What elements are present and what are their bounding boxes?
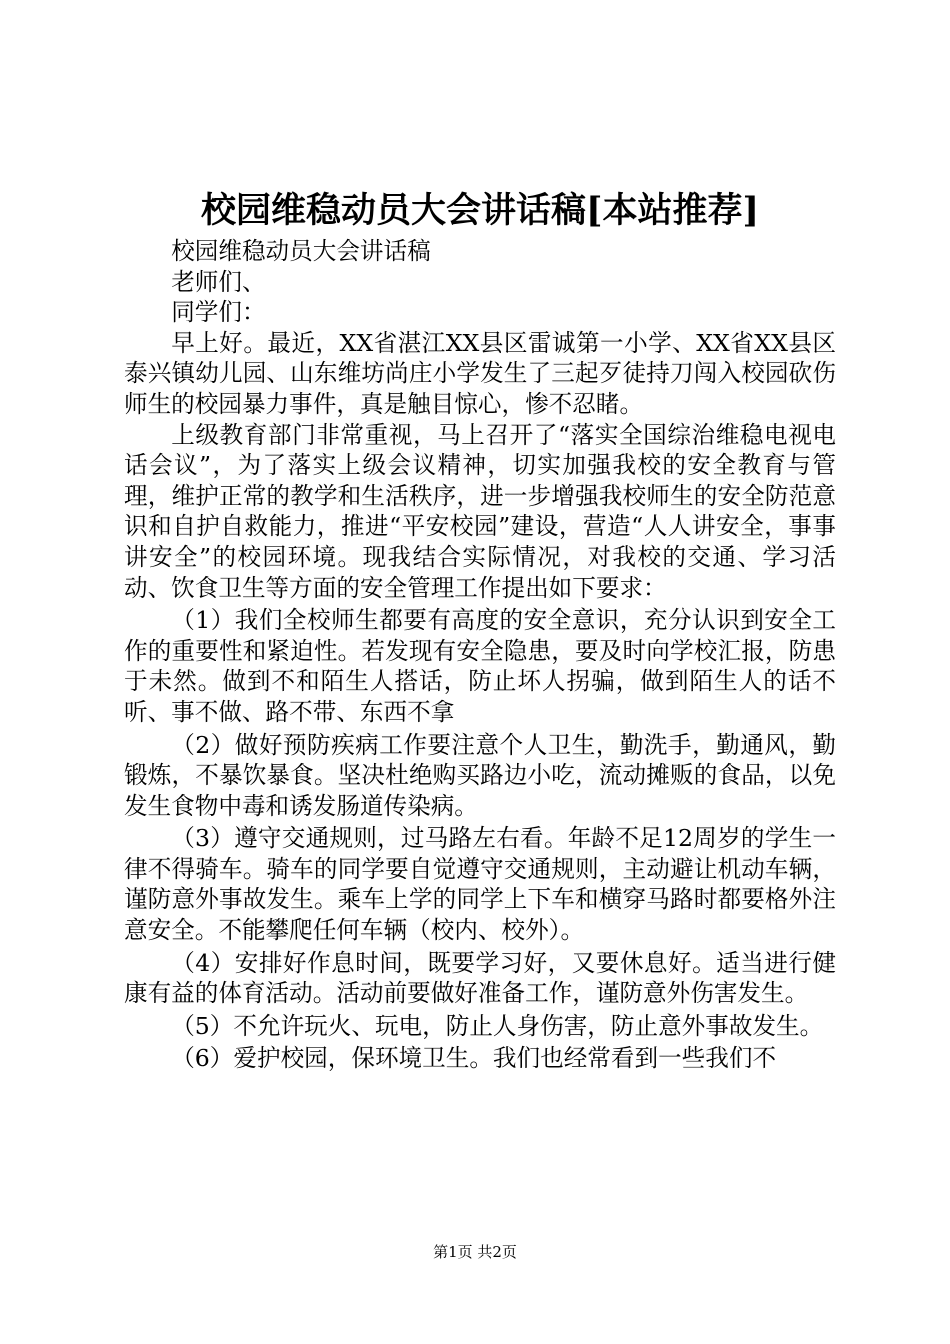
paragraph-greeting: 早上好。最近，XX省湛江XX县区雷诚第一小学、XX省XX县区泰兴镇幼儿园、山东维坊尚庄小学发生了三起歹徒持刀闯入校园砍伤师生的校园暴力事件，真是触目惊心，惨不忍睹。 xyxy=(124,328,836,418)
document-page xyxy=(124,186,836,1074)
document-subtitle: 校园维稳动员大会讲话稿 xyxy=(171,237,431,265)
paragraph-requirement-3: （3）遵守交通规则，过马路左右看。年龄不足12周岁的学生一律不得骑车。骑车的同学要自觉遵守交通规则，主动避让机动车辆，谨防意外事故发生。乘车上学的同学上下车和横穿马路时都要格外注意安全。不能攀爬任何车辆（校内、校外）。 xyxy=(124,824,836,945)
paragraph-context: 上级教育部门非常重视，马上召开了“落实全国综治维稳电视电话会议”，为了落实上级会议精神，切实加强我校的安全教育与管理，维护正常的教学和生活秩序，进一步增强我校师生的安全防范意识和自护自救能力，推进“平安校园”建设，营造“人人讲安全，事事讲安全”的校园环境。现我结合实际情况，对我校的交通、学习活动、饮食卫生等方面的安全管理工作提出如下要求： xyxy=(124,420,836,602)
paragraph-requirement-4: （4）安排好作息时间，既要学习好，又要休息好。适当进行健康有益的体育活动。活动前要做好准备工作，谨防意外伤害发生。 xyxy=(124,948,836,1008)
paragraph-requirement-1: （1）我们全校师生都要有高度的安全意识，充分认识到安全工作的重要性和紧迫性。若发现有安全隐患，要及时向学校汇报，防患于未然。做到不和陌生人搭话，防止坏人拐骗，做到陌生人的话不听、事不做、路不带、东西不拿 xyxy=(124,606,836,726)
page-footer: 第1页 共2页 xyxy=(433,1243,517,1261)
paragraph-requirement-2: （2）做好预防疾病工作要注意个人卫生，勤洗手，勤通风，勤锻炼，不暴饮暴食。坚决杜绝购买路边小吃，流动摊贩的食品，以免发生食物中毒和诱发肠道传染病。 xyxy=(124,730,836,820)
salutation-teachers: 老师们、 xyxy=(171,267,266,296)
document-title: 校园维稳动员大会讲话稿[本站推荐] xyxy=(200,190,760,231)
salutation-students: 同学们： xyxy=(171,298,266,327)
paragraph-requirement-6: （6）爱护校园，保环境卫生。我们也经常看到一些我们不 xyxy=(171,1044,777,1073)
paragraph-requirement-5: （5）不允许玩火、玩电，防止人身伤害，防止意外事故发生。 xyxy=(171,1011,824,1040)
